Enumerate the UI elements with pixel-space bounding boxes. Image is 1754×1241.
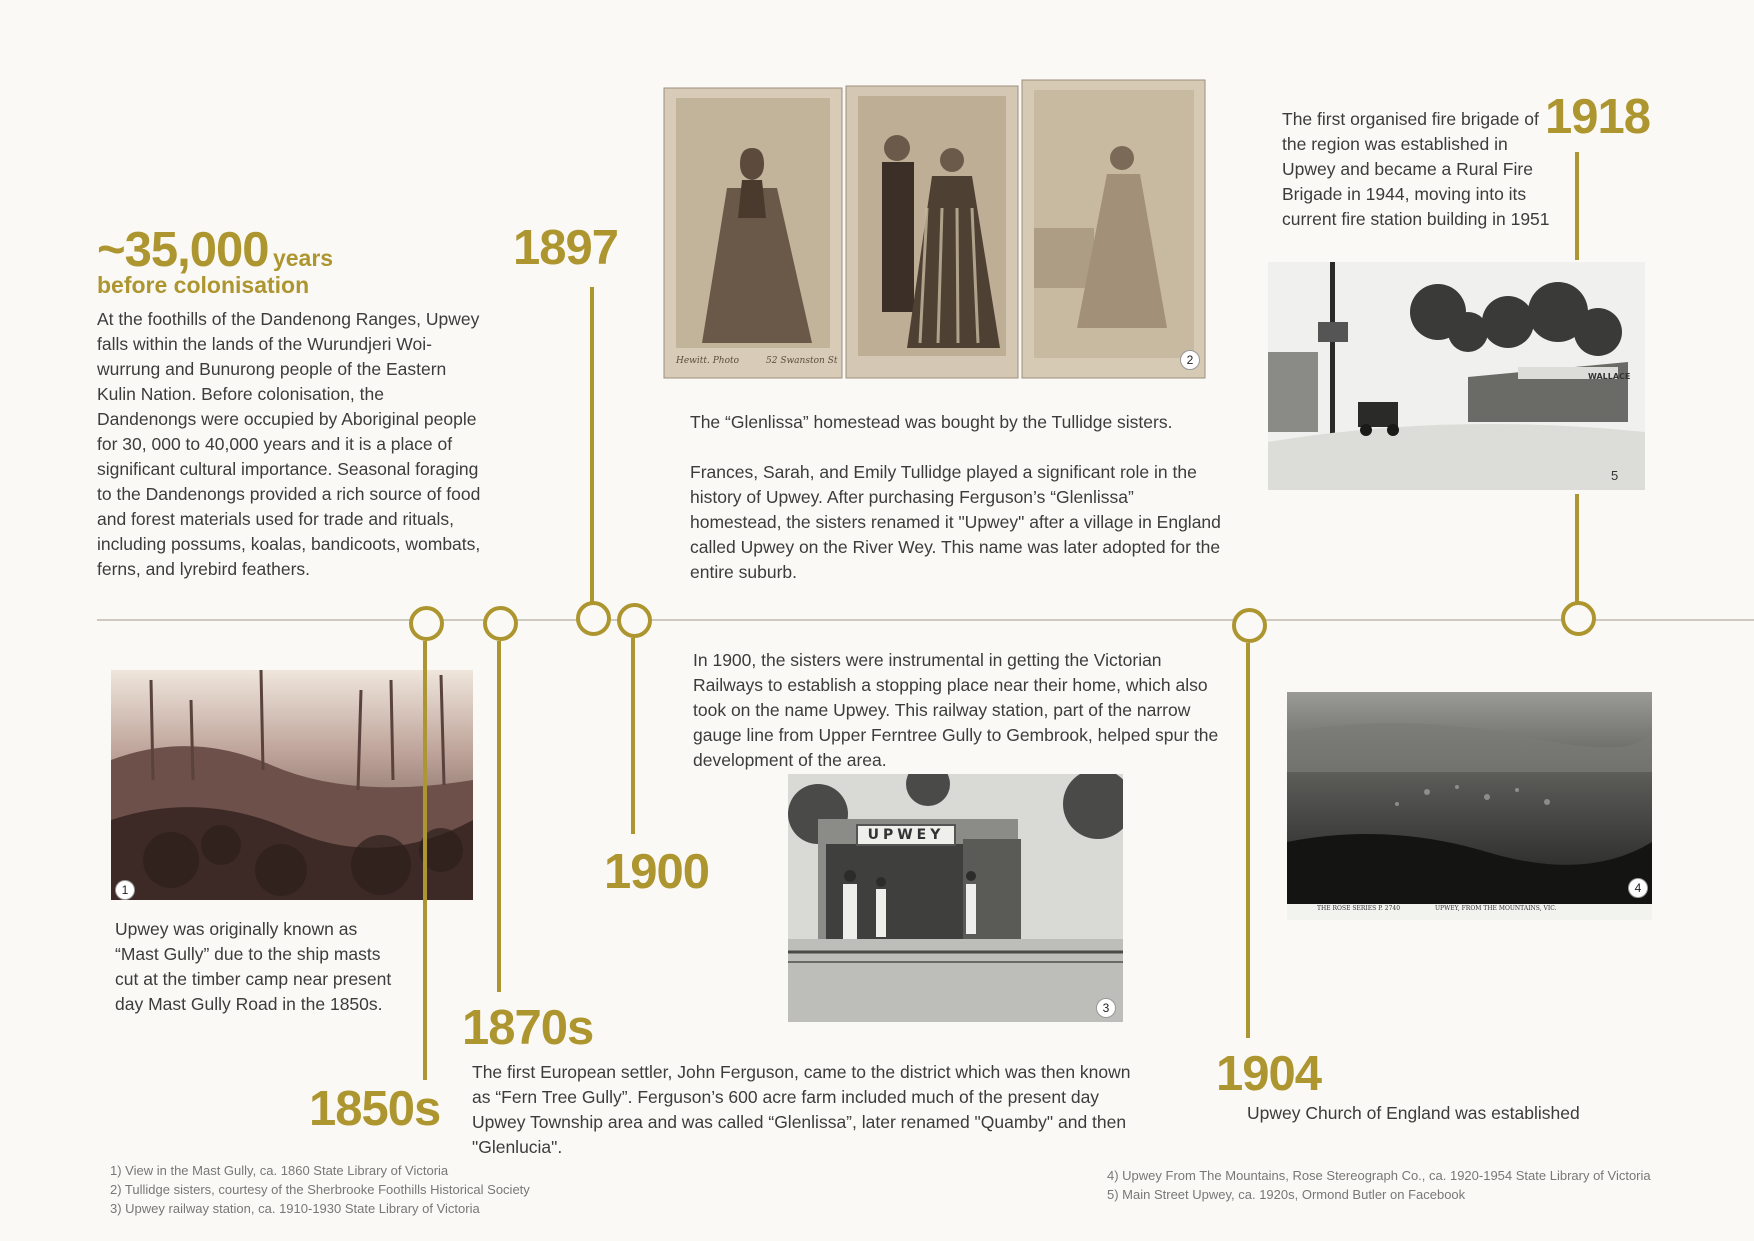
event-1897-text-1: The “Glenlissa” homestead was bought by the Tullidge sisters. bbox=[690, 412, 1173, 432]
node-1850s[interactable] bbox=[409, 606, 444, 641]
node-1897[interactable] bbox=[576, 601, 611, 636]
photo-4-caption-left: THE ROSE SERIES P. 2740 bbox=[1317, 905, 1401, 912]
photo-badge-2: 2 bbox=[1180, 350, 1200, 370]
year-1850s: 1850s bbox=[309, 1082, 441, 1136]
photo-2-inscription-right: 52 Swanston St bbox=[766, 356, 838, 366]
intro-subtitle: before colonisation bbox=[97, 272, 310, 298]
connector-1918-top bbox=[1575, 152, 1579, 260]
credits-left bbox=[110, 1161, 530, 1218]
node-1870s[interactable] bbox=[483, 606, 518, 641]
connector-1850s bbox=[423, 641, 427, 1080]
credit-line-1: 1) View in the Mast Gully, ca. 1860 State Library of Victoria bbox=[110, 1163, 449, 1178]
credit-line-4: 4) Upwey From The Mountains, Rose Stereograph Co., ca. 1920-1954 State Library of Victoria bbox=[1107, 1168, 1651, 1183]
mast-gully-image bbox=[111, 670, 473, 900]
node-1918[interactable] bbox=[1561, 601, 1596, 636]
intro-text: At the foothills of the Dandenong Ranges, Upwey falls within the lands of the Wurundjeri Woi-wurrung and Bunurong people of the Eastern Kulin Nation. Before colonisation, the Dandenongs were occupied by Aboriginal people for 30, 000 to 40,000 years and it is a place of significant cultural importance. Seasonal foraging to the Dandenongs provided a rich source of food and forest materials used for trade and rituals, including possums, koalas, bandicoots, wombats, ferns, and lyrebird feathers. bbox=[97, 309, 481, 579]
credit-line-5: 5) Main Street Upwey, ca. 1920s, Ormond Butler on Facebook bbox=[1107, 1187, 1466, 1202]
photo-tullidge-sisters bbox=[662, 78, 1207, 382]
event-1900-text: In 1900, the sisters were instrumental in getting the Victorian Railways to establish a stopping place near their home, which also took on the name Upwey. This railway station, part of the narrow gauge line from Upper Ferntree Gully to Gembrook, helped spur the development of the area. bbox=[693, 650, 1219, 770]
connector-1918-bottom bbox=[1575, 494, 1579, 603]
tullidge-sisters-image bbox=[662, 78, 1207, 382]
connector-1900 bbox=[631, 638, 635, 834]
year-1918: 1918 bbox=[1545, 90, 1651, 144]
credits-right bbox=[1107, 1166, 1651, 1204]
node-1900[interactable] bbox=[617, 603, 652, 638]
connector-1904 bbox=[1246, 643, 1250, 1038]
photo-4-caption-right: UPWEY, FROM THE MOUNTAINS, VIC. bbox=[1435, 905, 1557, 912]
photo-5-shop-sign: WALLACE bbox=[1588, 372, 1631, 381]
credit-line-2: 2) Tullidge sisters, courtesy of the Sherbrooke Foothills Historical Society bbox=[110, 1182, 530, 1197]
node-1904[interactable] bbox=[1232, 608, 1267, 643]
photo-badge-1: 1 bbox=[115, 880, 135, 900]
photo-badge-5: 5 bbox=[1611, 468, 1619, 483]
event-1850s-text: Upwey was originally known as “Mast Gully” due to the ship masts cut at the timber camp near present day Mast Gully Road in the 1850s. bbox=[115, 919, 392, 1014]
year-1870s: 1870s bbox=[462, 1001, 594, 1055]
year-1904: 1904 bbox=[1216, 1047, 1322, 1101]
connector-1870s bbox=[497, 641, 501, 992]
photo-upwey-from-mountains bbox=[1287, 692, 1652, 920]
station-sign: UPWEY bbox=[856, 824, 956, 846]
event-1918-text: The first organised fire brigade of the region was established in Upwey and became a Rural Fire Brigade in 1944, moving into its current fire station building in 1951 bbox=[1282, 109, 1550, 229]
year-1900: 1900 bbox=[604, 845, 710, 899]
event-1870s-text: The first European settler, John Ferguson, came to the district which was then known as “Fern Tree Gully”. Ferguson’s 600 acre farm included much of the present day Upwey Township area and was called “Glenlissa”, later renamed "Quamby" and then "Glenlucia". bbox=[472, 1062, 1131, 1157]
photo-railway-station bbox=[788, 774, 1123, 1022]
event-1904-text: Upwey Church of England was established bbox=[1247, 1103, 1580, 1123]
year-1897: 1897 bbox=[513, 221, 619, 275]
photo-badge-4: 4 bbox=[1628, 878, 1648, 898]
upwey-mountains-image bbox=[1287, 692, 1652, 904]
intro-years-word: years bbox=[272, 245, 334, 271]
event-1897-text-2: Frances, Sarah, and Emily Tullidge played a significant role in the history of Upwey. After purchasing Ferguson’s “Glenlissa” homestead, the sisters renamed it "Upwey" after a village in England called Upwey on the River Wey. This name was later adopted for the entire suburb. bbox=[690, 462, 1221, 582]
intro-heading bbox=[97, 222, 333, 278]
photo-2-inscription-left: Hewitt. Photo bbox=[676, 356, 740, 366]
photo-mast-gully bbox=[111, 670, 473, 900]
connector-1897 bbox=[590, 287, 594, 603]
photo-main-street bbox=[1268, 262, 1645, 490]
timeline-axis bbox=[97, 619, 1754, 621]
intro-big-number: ~35,000 bbox=[97, 223, 269, 277]
railway-station-image bbox=[788, 774, 1123, 1022]
credit-line-3: 3) Upwey railway station, ca. 1910-1930 State Library of Victoria bbox=[110, 1201, 480, 1216]
photo-badge-3: 3 bbox=[1096, 998, 1116, 1018]
